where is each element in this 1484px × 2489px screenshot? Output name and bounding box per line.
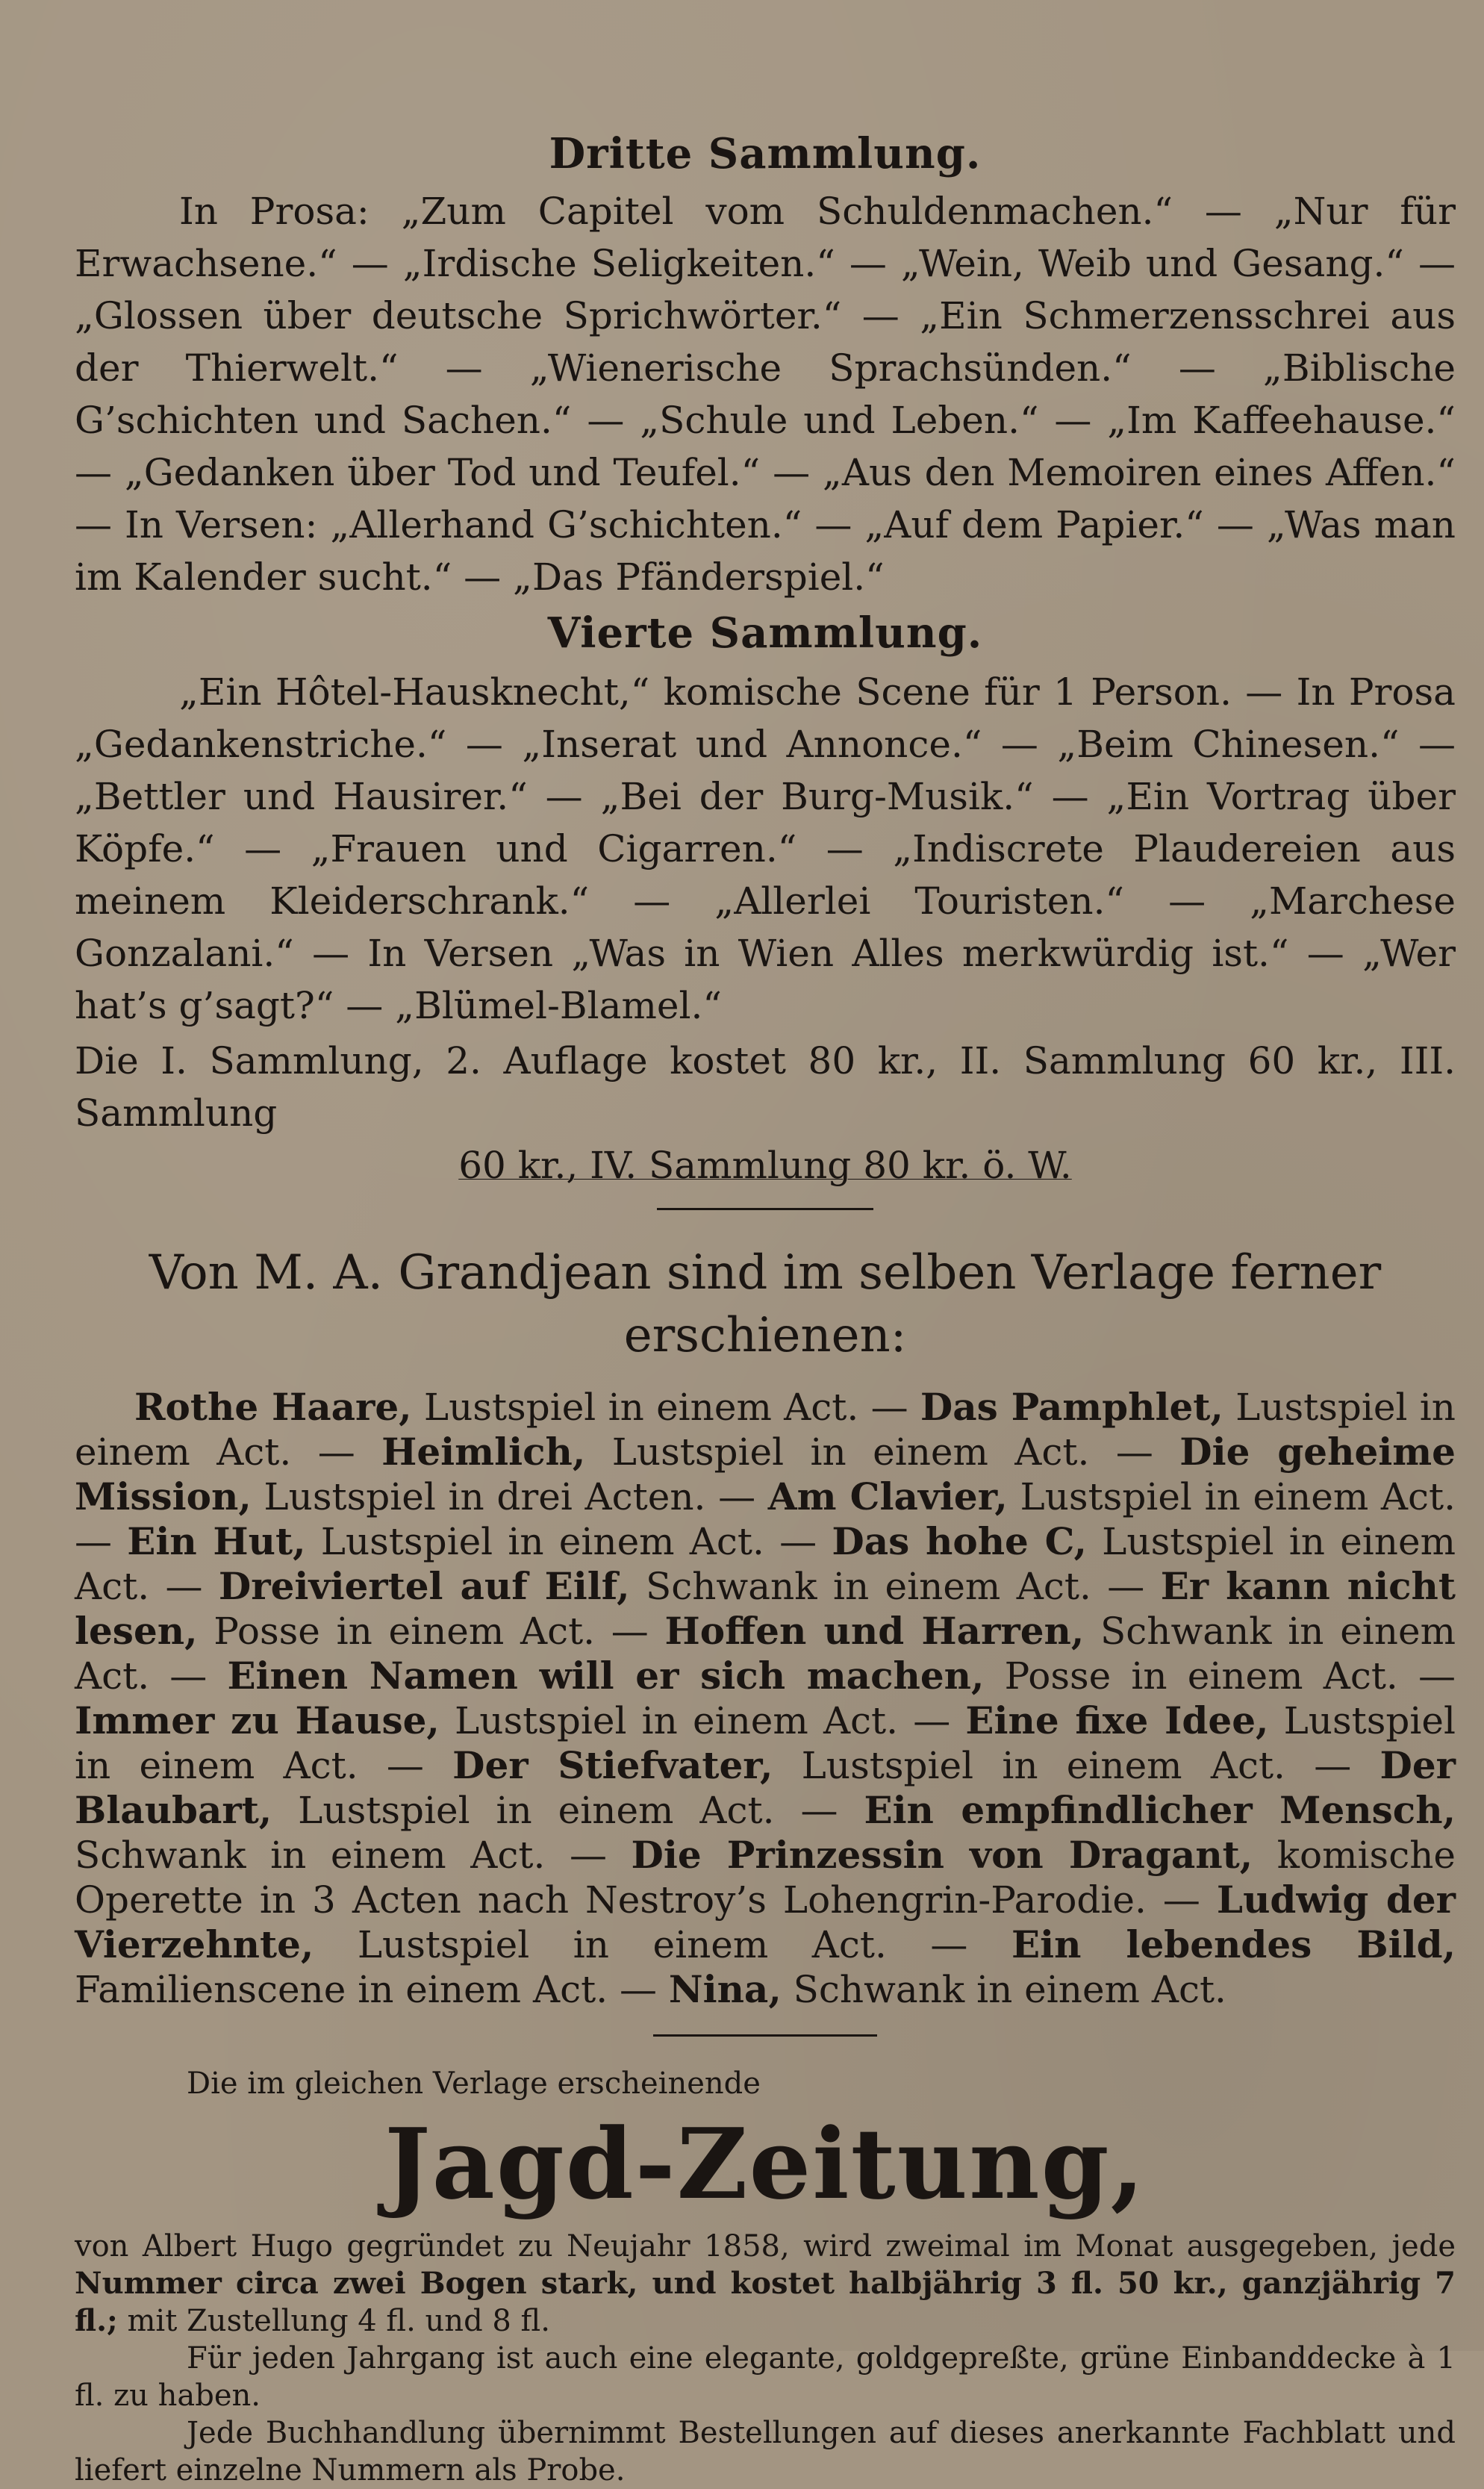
work-description: Lustspiel in einem Act. — bbox=[272, 1789, 864, 1832]
work-title: Ein Hut, bbox=[127, 1519, 306, 1563]
work-description: Lustspiel in einem Act. — bbox=[411, 1386, 920, 1429]
jagd-intro: Die im gleichen Verlage erscheinende bbox=[187, 2066, 761, 2101]
work-description: Posse in einem Act. — bbox=[197, 1610, 665, 1653]
fourth-collection-heading: Vierte Sammlung. bbox=[547, 608, 983, 658]
work-description: Lustspiel in einem Act. — bbox=[773, 1744, 1380, 1787]
jagd-price-part: Nummer circa zwei Bogen stark, und kostet halbjährig 3 fl. 50 kr., ganzjährig 7 fl.; bbox=[75, 2266, 1456, 2338]
work-title: Der Blaubart, bbox=[75, 1743, 1456, 1832]
work-title: Immer zu Hause, bbox=[75, 1698, 440, 1742]
work-description: Familienscene in einem Act. — bbox=[75, 1968, 669, 2011]
work-title: Die Prinzessin von Dragant, bbox=[631, 1833, 1253, 1877]
work-description: Lustspiel in einem Act. — bbox=[75, 1699, 1456, 1787]
work-description: Lustspiel in einem Act. — bbox=[75, 1386, 1456, 1474]
work-title: Das hohe C, bbox=[832, 1519, 1087, 1563]
work-title: Die geheime Mission, bbox=[75, 1430, 1456, 1518]
work-description: Schwank in einem Act. — bbox=[75, 1834, 632, 1877]
jagd-description-part: mit Zustellung 4 fl. und 8 fl. bbox=[117, 2304, 550, 2338]
work-description: Lustspiel in einem Act. — bbox=[75, 1520, 1456, 1608]
work-title: Am Clavier, bbox=[767, 1474, 1008, 1518]
work-description: Lustspiel in drei Acten. — bbox=[251, 1475, 768, 1518]
work-description: Posse in einem Act. — bbox=[984, 1654, 1456, 1698]
jagd-description-part: von Albert Hugo gegründet zu Neujahr 1858, wird zweimal im Monat ausgegeben, jede bbox=[75, 2229, 1456, 2264]
work-title: Er kann nicht lesen, bbox=[75, 1564, 1456, 1653]
price-line-1: Die I. Sammlung, 2. Auflage kostet 80 kr., II. Sammlung 60 kr., III. Sammlung bbox=[75, 1039, 1456, 1135]
work-title: Einen Namen will er sich machen, bbox=[227, 1654, 985, 1698]
work-description: Schwank in einem Act. — bbox=[75, 1610, 1456, 1698]
work-title: Das Pamphlet, bbox=[920, 1385, 1223, 1429]
third-collection-contents: In Prosa: „Zum Capitel vom Schuldenmachen.“ — „Nur für Erwachsene.“ — „Irdische Seligkeiten.“ — „Wein, Weib und Gesang.“ — „Glossen über deutsche Sprichwörter.“ — „Ein Schmerzensschrei aus der Thierwelt.“ — „Wienerische Sprachsünden.“ — „Biblische G’schichten und Sachen.“ — „Schule und Leben.“ — „Im Kaffeehause.“ — „Gedanken über Tod und Teufel.“ — „Aus den Memoiren eines Affen.“ — In Versen: „Allerhand G’schichten.“ — „Auf dem Papier.“ — „Was man im Kalender sucht.“ — „Das Pfänderspiel.“ bbox=[75, 190, 1456, 599]
work-description: Lustspiel in einem Act. — bbox=[314, 1923, 1011, 1966]
work-title: Hoffen und Harren, bbox=[664, 1609, 1085, 1653]
jagd-binding-note: Für jeden Jahrgang ist auch eine elegante, goldgepreßte, grüne Einbanddecke à 1 fl. zu haben. bbox=[75, 2341, 1456, 2413]
work-description: komische Operette in 3 Acten nach Nestroy’s Lohengrin-Parodie. — bbox=[75, 1834, 1456, 1922]
work-title: Der Stiefvater, bbox=[452, 1743, 773, 1787]
work-title: Rothe Haare, bbox=[134, 1385, 412, 1429]
divider-rule bbox=[657, 1208, 873, 1210]
jagd-description bbox=[75, 2228, 1456, 2340]
work-title: Heimlich, bbox=[381, 1430, 586, 1474]
work-title: Ludwig der Vierzehnte, bbox=[75, 1878, 1456, 1966]
price-list bbox=[75, 1035, 1456, 1191]
work-title: Ein empfindlicher Mensch, bbox=[864, 1788, 1456, 1832]
third-collection-heading: Dritte Sammlung. bbox=[549, 129, 982, 178]
work-description: Lustspiel in einem Act. — bbox=[75, 1475, 1456, 1563]
work-description: Schwank in einem Act. — bbox=[629, 1565, 1161, 1608]
work-description: Schwank in einem Act. bbox=[781, 1968, 1226, 2011]
work-title: Eine fixe Idee, bbox=[965, 1698, 1269, 1742]
divider-rule bbox=[653, 2034, 877, 2037]
work-title: Dreiviertel auf Eilf, bbox=[218, 1564, 630, 1608]
work-description: Lustspiel in einem Act. — bbox=[585, 1430, 1180, 1474]
grandjean-heading: Von M. A. Grandjean sind im selben Verlage ferner erschienen: bbox=[149, 1245, 1382, 1363]
fourth-collection-contents: „Ein Hôtel-Hausknecht,“ komische Scene für 1 Person. — In Prosa „Gedankenstriche.“ — „Inserat und Annonce.“ — „Beim Chinesen.“ — „Bettler und Hausirer.“ — „Bei der Burg-Musik.“ — „Ein Vortrag über Köpfe.“ — „Frauen und Cigarren.“ — „Indiscrete Plaudereien aus meinem Kleiderschrank.“ — „Allerlei Touristen.“ — „Marchese Gonzalani.“ — In Versen „Was in Wien Alles merkwürdig ist.“ — „Wer hat’s g’sagt?“ — „Blümel-Blamel.“ bbox=[75, 670, 1456, 1027]
work-description: Lustspiel in einem Act. — bbox=[439, 1699, 966, 1742]
work-title: Nina, bbox=[668, 1967, 782, 2011]
work-title: Ein lebendes Bild, bbox=[1011, 1922, 1456, 1966]
price-line-2: 60 kr., IV. Sammlung 80 kr. ö. W. bbox=[458, 1144, 1072, 1187]
work-description: Lustspiel in einem Act. — bbox=[305, 1520, 832, 1563]
grandjean-works-list bbox=[75, 1385, 1456, 2012]
jagd-ordering-note: Jede Buchhandlung übernimmt Bestellungen auf dieses anerkannte Fachblatt und liefert einzelne Nummern als Probe. bbox=[75, 2416, 1456, 2488]
jagd-zeitung-title: Jagd-Zeitung, bbox=[384, 2107, 1146, 2221]
